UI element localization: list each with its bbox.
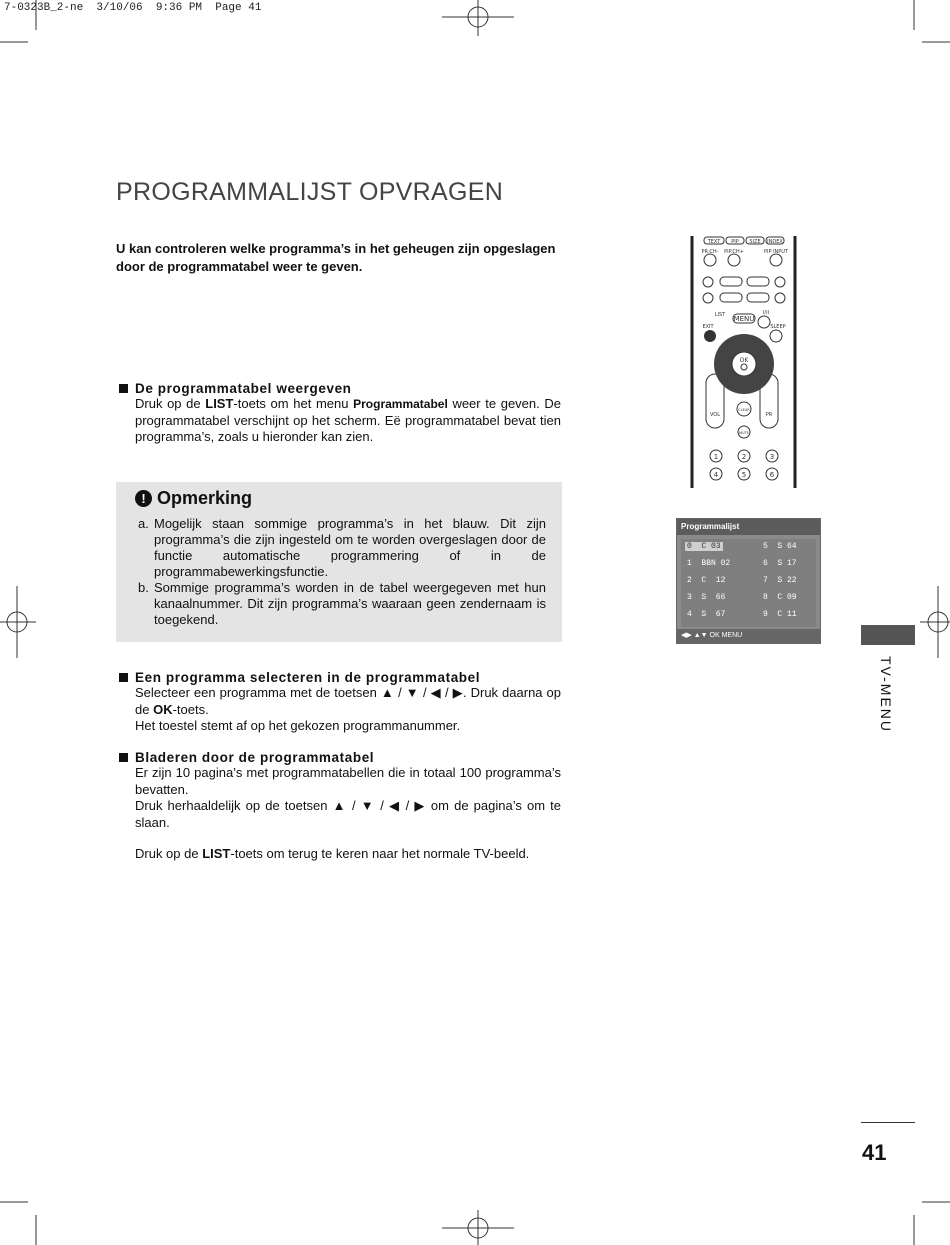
section-browse-table <box>119 750 561 863</box>
osd-entry: 6 S 17 <box>763 559 797 568</box>
note-title: ! Opmerking <box>135 488 252 509</box>
section-heading: De programmatabel weergeven <box>119 381 561 396</box>
osd-entry: 5 S 64 <box>763 542 797 551</box>
osd-footer: ◀▶ ▲▼ OK MENU <box>677 629 820 643</box>
svg-text:PIP.CH+: PIP.CH+ <box>724 249 744 255</box>
osd-entry: 9 C 11 <box>763 610 797 619</box>
svg-text:TEXT: TEXT <box>707 239 721 245</box>
remote-control-illustration <box>690 236 798 490</box>
osd-entry: 3 S 66 <box>687 593 726 602</box>
svg-text:CLEAR: CLEAR <box>738 408 750 412</box>
page-title: PROGRAMMALIJST OPVRAGEN <box>116 178 504 206</box>
intro-text: U kan controleren welke programma’s in het geheugen zijn opgeslagen door de programmatabel weer te geven. <box>116 241 556 274</box>
note-list <box>138 516 546 628</box>
side-section-label: TV-MENU <box>878 656 894 733</box>
svg-text:I/II: I/II <box>762 310 770 316</box>
svg-text:EXIT: EXIT <box>702 324 714 330</box>
note-item: a. Mogelijk staan sommige programma’s in het blauw. Dit zijn programma’s die zijn ingesteld om te worden overgeslagen door de functie automatische programmering of in de programmabewerkingsfunctie. <box>138 516 546 579</box>
registration-mark-bottom <box>442 1210 514 1245</box>
section-heading: Een programma selecteren in de programmatabel <box>119 670 561 685</box>
svg-text:2: 2 <box>741 453 747 461</box>
print-slug: 7-0323B_2-ne 3/10/06 9:36 PM Page 41 <box>4 2 262 14</box>
osd-entry-selected: 0 C 03 <box>687 542 721 551</box>
side-tab-marker <box>861 625 915 645</box>
osd-entry: 4 S 67 <box>687 610 726 619</box>
osd-entry: 1 BBN 02 <box>687 559 731 568</box>
section-body: Er zijn 10 pagina’s met programmatabellen die in totaal 100 programma’s bevatten. Druk herhaaldelijk op de toetsen ▲ / ▼ / ◀ / ▶ om de pagina’s om te slaan. Druk op de LIST-toets om terug te keren naar het normale TV-beeld. <box>135 765 561 861</box>
exclamation-icon: ! <box>135 490 152 507</box>
section-heading: Bladeren door de programmatabel <box>119 750 561 765</box>
svg-text:PR.CH-: PR.CH- <box>701 249 719 255</box>
page-number-rule <box>861 1122 915 1123</box>
osd-table <box>681 539 816 627</box>
page-number: 41 <box>862 1140 887 1165</box>
osd-title: Programmalijst <box>677 519 820 535</box>
registration-mark-top <box>442 0 514 36</box>
program-list-screen <box>676 518 821 644</box>
svg-text:VOL: VOL <box>709 412 721 418</box>
section-select-program <box>119 670 561 735</box>
osd-entry: 2 C 12 <box>687 576 726 585</box>
svg-text:6: 6 <box>769 471 775 479</box>
section-body: Selecteer een programma met de toetsen ▲ / ▼ / ◀ / ▶. Druk daarna op de OK-toets. Het toestel stemt af op het gekozen programmanummer. <box>135 685 561 733</box>
registration-mark-left <box>0 586 36 658</box>
svg-text:MENU: MENU <box>733 315 755 323</box>
svg-text:OK: OK <box>739 357 749 364</box>
svg-text:LIST: LIST <box>714 312 726 318</box>
osd-entry: 7 S 22 <box>763 576 797 585</box>
svg-text:4: 4 <box>713 471 719 479</box>
svg-text:SLEEP: SLEEP <box>770 324 786 330</box>
svg-text:MUTE: MUTE <box>739 431 749 435</box>
svg-text:1: 1 <box>713 453 719 461</box>
svg-text:PIP: PIP <box>731 239 739 245</box>
svg-text:5: 5 <box>741 471 747 479</box>
section-list-display <box>119 381 561 446</box>
svg-text:PIP INPUT: PIP INPUT <box>763 249 789 255</box>
section-body: Druk op de LIST-toets om het menu Programmatabel weer te geven. De programmatabel verschijnt op het scherm. Eë programmatabel bevat tien programma’s, zoals u hieronder kan zien. <box>135 396 561 444</box>
svg-text:PR: PR <box>765 412 773 418</box>
osd-entry: 8 C 09 <box>763 593 797 602</box>
svg-text:INDEX: INDEX <box>767 239 783 245</box>
registration-mark-right <box>920 586 950 658</box>
svg-text:SIZE: SIZE <box>749 239 761 245</box>
note-item: b. Sommige programma’s worden in de tabel weergegeven met hun kanaalnummer. Dit zijn programma’s waaraan geen zendernaam is toegekend. <box>138 580 546 627</box>
svg-text:3: 3 <box>769 453 775 461</box>
